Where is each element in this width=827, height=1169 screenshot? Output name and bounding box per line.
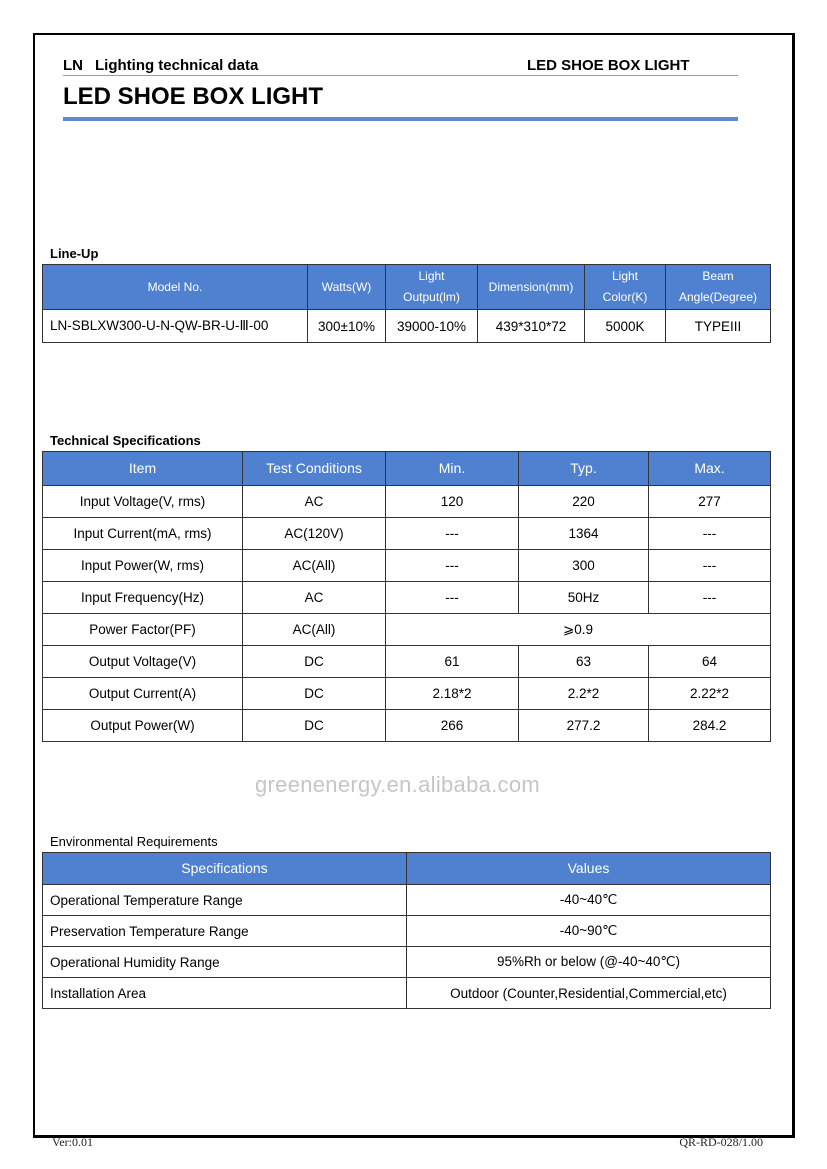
env-table [42,852,771,1009]
table-row [43,486,771,518]
env-cell: Operational Temperature Range [43,885,407,916]
table-row [43,916,771,947]
tech-cell: 1364 [519,518,649,550]
table-row [43,614,771,646]
tech-header-cell: Min. [386,452,519,486]
tech-cell: 50Hz [519,582,649,614]
tech-cell: ⩾0.9 [386,614,771,646]
tech-cell: Input Voltage(V, rms) [43,486,243,518]
env-cell: -40~40℃ [407,885,771,916]
env-cell: Installation Area [43,978,407,1009]
table-row [43,947,771,978]
tech-cell: DC [243,678,386,710]
tech-cell: Output Power(W) [43,710,243,742]
tech-cell: 2.2*2 [519,678,649,710]
table-row [43,550,771,582]
table-row [43,646,771,678]
tech-cell: 120 [386,486,519,518]
footer-doc-code: QR-RD-028/1.00 [679,1135,763,1149]
env-header-row [43,853,771,885]
lineup-title: Line-Up [50,246,99,261]
tech-cell: AC [243,486,386,518]
tech-cell: 300 [519,550,649,582]
tech-cell: --- [386,550,519,582]
header-text: Angle(Degree) [678,290,758,304]
tech-cell: 220 [519,486,649,518]
tech-cell: 266 [386,710,519,742]
tech-cell: --- [649,550,771,582]
title-rule [63,117,738,121]
table-row [43,678,771,710]
tech-cell: --- [386,582,519,614]
env-cell: Operational Humidity Range [43,947,407,978]
tech-cell: 277.2 [519,710,649,742]
footer-version: Ver:0.01 [52,1135,93,1149]
header-text: Beam [702,269,734,283]
tech-cell: 284.2 [649,710,771,742]
lineup-cell: 39000-10% [386,310,478,343]
tech-cell: 64 [649,646,771,678]
tech-title: Technical Specifications [50,433,201,448]
tech-cell: 61 [386,646,519,678]
header-text: Light [418,269,445,283]
header-text: Light [611,269,639,283]
header-text: Watts(W) [321,279,372,294]
env-title: Environmental Requirements [50,834,218,849]
env-cell: -40~90℃ [407,916,771,947]
lineup-cell: 439*310*72 [478,310,585,343]
table-row [43,978,771,1009]
env-cell: Preservation Temperature Range [43,916,407,947]
tech-cell: AC(All) [243,614,386,646]
tech-cell: AC(120V) [243,518,386,550]
brand: LN [63,57,83,74]
env-header-cell: Values [407,853,771,885]
table-row [43,710,771,742]
tech-header-cell: Item [43,452,243,486]
lineup-header-cell [386,265,478,310]
tech-header-row [43,452,771,486]
page-title: LED SHOE BOX LIGHT [63,83,324,110]
lineup-row [43,310,771,343]
lineup-cell: TYPEIII [666,310,771,343]
header-rule [63,75,738,76]
header-text: Output(lm) [403,290,460,304]
lineup-table [42,264,771,343]
tech-cell: DC [243,710,386,742]
tech-cell: Output Current(A) [43,678,243,710]
lineup-cell: LN-SBLXW300-U-N-QW-BR-U-Ⅲ-00 [43,310,308,343]
tech-cell: Input Frequency(Hz) [43,582,243,614]
tech-header-cell: Max. [649,452,771,486]
tech-cell: DC [243,646,386,678]
header-text: Color(K) [602,290,648,304]
tech-cell: --- [386,518,519,550]
watermark: greenenergy.en.alibaba.com [255,772,541,797]
tech-cell: Output Voltage(V) [43,646,243,678]
env-cell: Outdoor (Counter,Residential,Commercial,etc) [407,978,771,1009]
tech-cell: --- [649,518,771,550]
tech-cell: 2.18*2 [386,678,519,710]
header-text: Dimension(mm) [488,279,574,294]
lineup-header-cell [43,265,308,310]
lineup-header-cell [478,265,585,310]
lineup-cell: 300±10% [308,310,386,343]
tech-cell: Power Factor(PF) [43,614,243,646]
tech-cell: 2.22*2 [649,678,771,710]
lineup-header-cell [666,265,771,310]
tech-cell: AC [243,582,386,614]
table-row [43,582,771,614]
header-text: Model No. [147,279,203,294]
table-row [43,885,771,916]
lineup-header-cell [585,265,666,310]
header-left [63,57,258,74]
env-cell: 95%Rh or below (@-40~40℃) [407,947,771,978]
tech-cell: AC(All) [243,550,386,582]
header-subtitle: Lighting technical data [95,57,259,74]
tech-cell: Input Power(W, rms) [43,550,243,582]
header-product: LED SHOE BOX LIGHT [527,57,690,74]
tech-header-cell: Typ. [519,452,649,486]
tech-spec-table [42,451,771,742]
table-row [43,518,771,550]
tech-cell: 277 [649,486,771,518]
tech-header-cell: Test Conditions [243,452,386,486]
lineup-cell: 5000K [585,310,666,343]
lineup-header-cell [308,265,386,310]
env-header-cell: Specifications [43,853,407,885]
tech-cell: 63 [519,646,649,678]
tech-cell: Input Current(mA, rms) [43,518,243,550]
lineup-header-row [43,265,771,310]
tech-cell: --- [649,582,771,614]
